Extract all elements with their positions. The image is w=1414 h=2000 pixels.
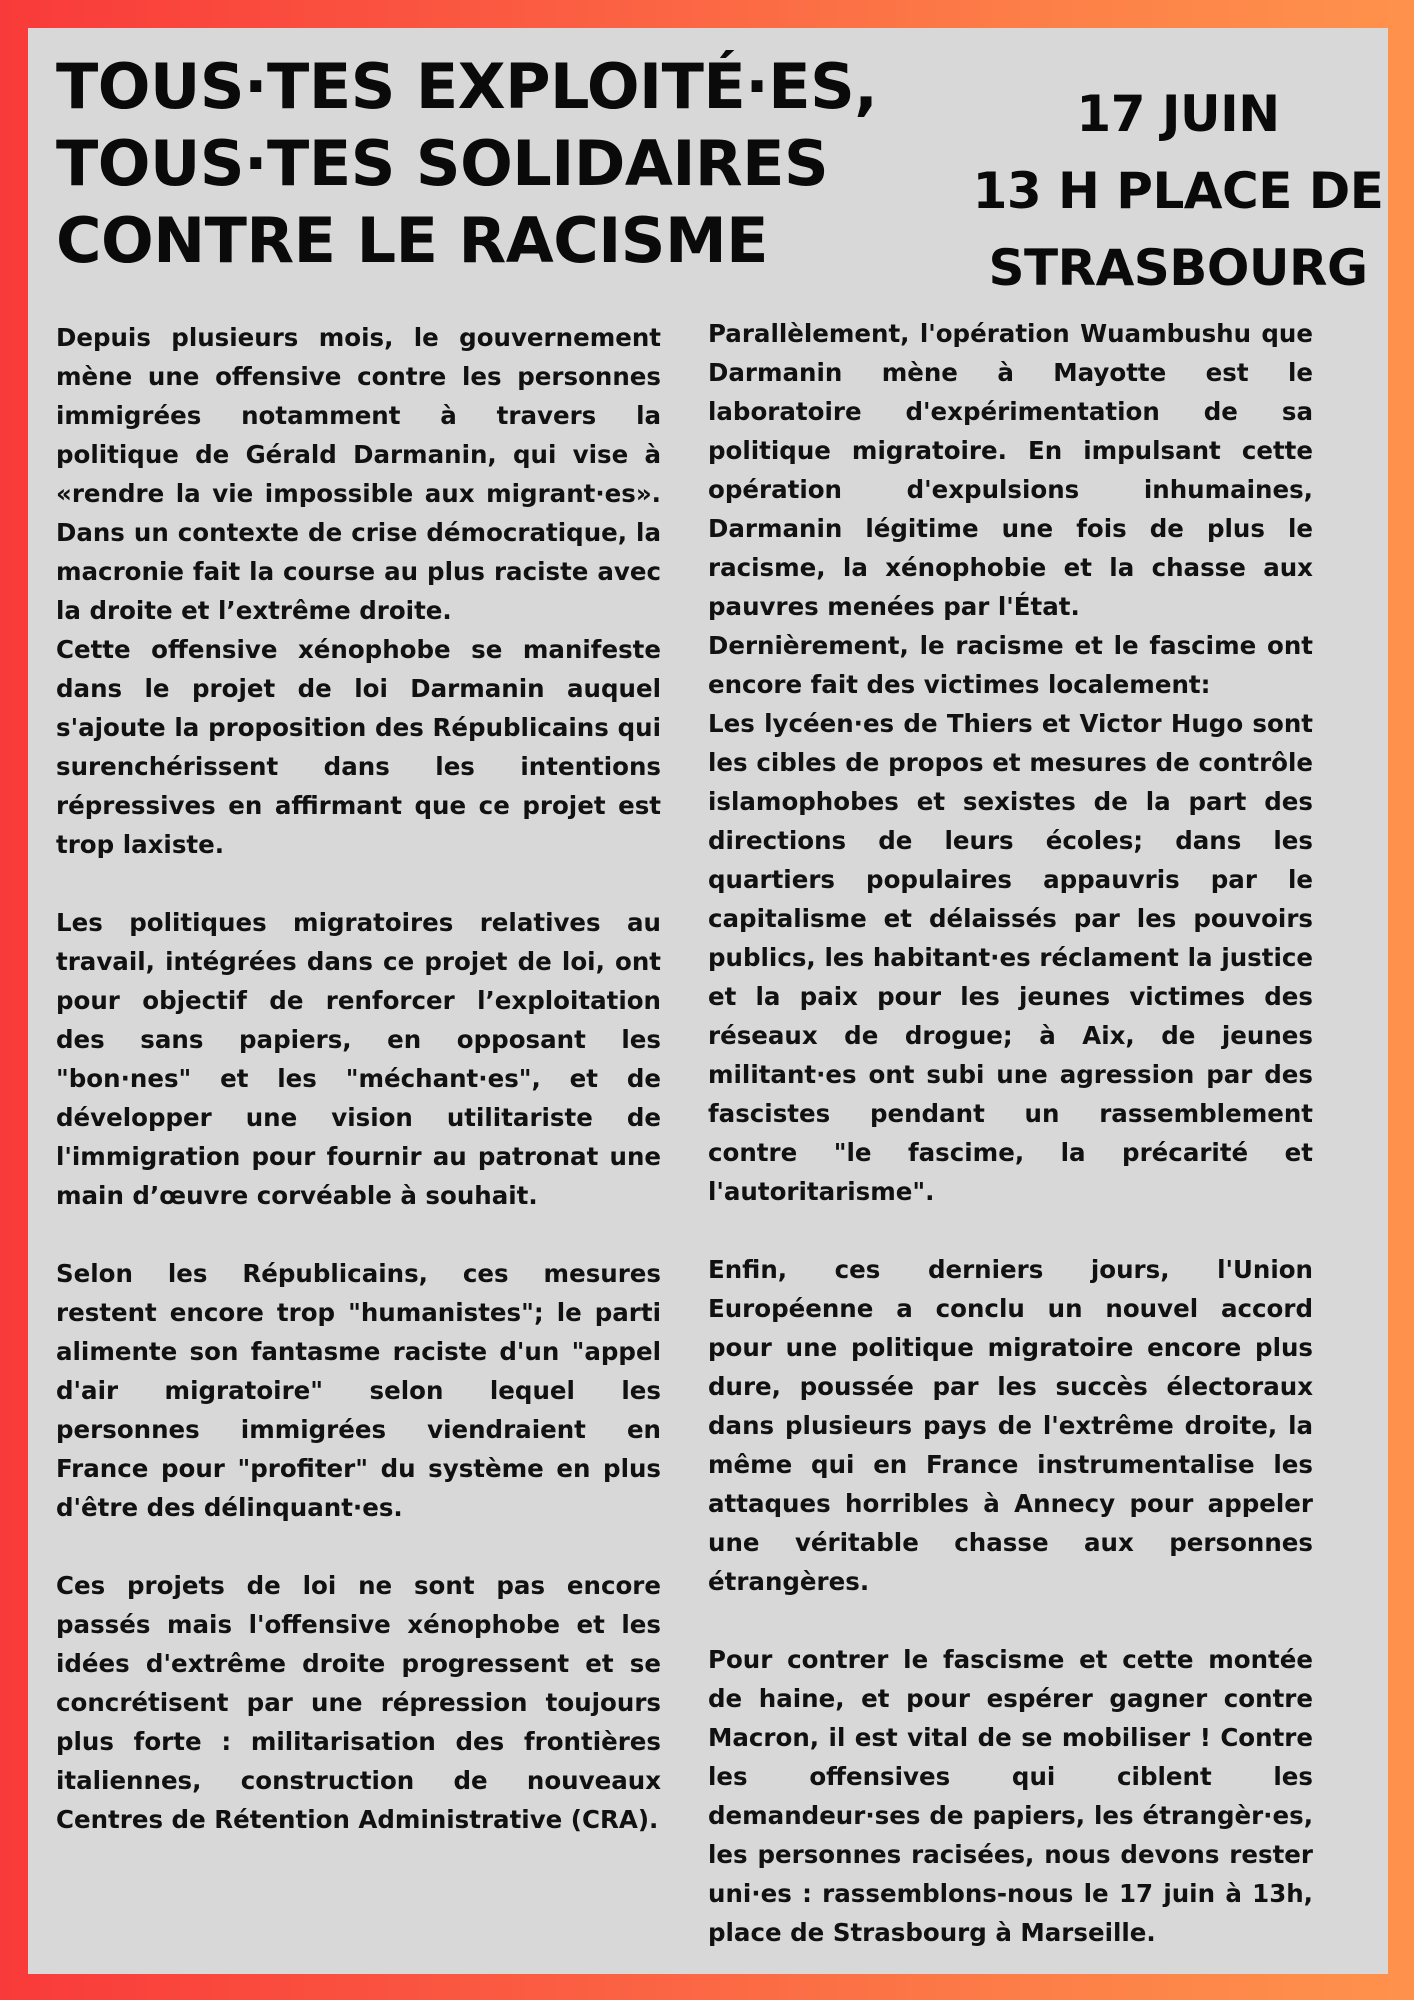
right-paragraph-2: Dernièrement, le racisme et le fascime ont encore fait des victimes localement: — [708, 631, 1313, 699]
right-paragraph-1: Parallèlement, l'opération Wuambushu que Darmanin mène à Mayotte est le laboratoire d'expérimentation de sa politique migratoire. En impulsant cette opération d'expulsions inhumaines, Darmanin légitime une fois de plus le racisme, la xénophobie et la chasse aux pauvres menées par l'État. — [708, 319, 1313, 621]
title-line-3: CONTRE LE RACISME — [56, 204, 769, 277]
left-paragraph-5: Ces projets de loi ne sont pas encore passés mais l'offensive xénophobe et les idées d'extrême droite progressent et se concrétisent par une répression toujours plus forte : militarisation des frontières italiennes, construction de nouveaux Centres de Rétention Administrative (CRA). — [56, 1571, 661, 1834]
left-paragraph-2: Cette offensive xénophobe se manifeste dans le projet de loi Darmanin auquel s'ajoute la proposition des Républicains qui surenchérissent dans les intentions répressives en affirmant que ce projet est trop laxiste. — [56, 635, 661, 859]
title-line-1: TOUS·TES EXPLOITÉ·ES, — [56, 50, 878, 123]
right-paragraph-5: Pour contrer le fascisme et cette montée de haine, et pour espérer gagner contre Macron, il est vital de se mobiliser ! Contre les offensives qui ciblent les demandeur·ses de papiers, les étrangèr·es, les personnes racisées, nous devons rester uni·es : rassemblons-nous le 17 juin à 13h, place de Strasbourg à Marseille. — [708, 1645, 1313, 1947]
title-line-2: TOUS·TES SOLIDAIRES — [56, 127, 829, 200]
event-info — [948, 76, 1408, 307]
poster-title — [56, 48, 996, 279]
left-paragraph-1: Depuis plusieurs mois, le gouvernement mène une offensive contre les personnes immigrées notamment à travers la politique de Gérald Darmanin, qui vise à «rendre la vie impossible aux migrant·es». Dans un contexte de crise démocratique, la macronie fait la course au plus raciste avec la droite et l’extrême droite. — [56, 323, 661, 625]
right-paragraph-4: Enfin, ces derniers jours, l'Union Européenne a conclu un nouvel accord pour une politique migratoire encore plus dure, poussée par les succès électoraux dans plusieurs pays de l'extrême droite, la même qui en France instrumentalise les attaques horribles à Annecy pour appeler une véritable chasse aux personnes étrangères. — [708, 1255, 1313, 1596]
event-place: STRASBOURG — [988, 239, 1368, 297]
right-paragraph-3: Les lycéen·es de Thiers et Victor Hugo sont les cibles de propos et mesures de contrôle islamophobes et sexistes de la part des directions de leurs écoles; dans les quartiers populaires appauvris par le capitalisme et délaissés par les pouvoirs publics, les habitant·es réclament la justice et la paix pour les jeunes victimes des réseaux de drogue; à Aix, de jeunes militant·es ont subi une agression par des fascistes pendant un rassemblement contre "le fascime, la précarité et l'autoritarisme". — [708, 709, 1313, 1206]
event-date: 17 JUIN — [1076, 85, 1280, 143]
poster-panel — [28, 28, 1388, 1974]
event-time-place: 13 H PLACE DE — [972, 162, 1384, 220]
left-paragraph-4: Selon les Républicains, ces mesures restent encore trop "humanistes"; le parti alimente son fantasme raciste d'un "appel d'air migratoire" selon lequel les personnes immigrées viendraient en France pour "profiter" du système en plus d'être des délinquant·es. — [56, 1259, 661, 1522]
right-column — [708, 314, 1313, 1952]
left-paragraph-3: Les politiques migratoires relatives au travail, intégrées dans ce projet de loi, ont pour objectif de renforcer l’exploitation des sans papiers, en opposant les "bon·nes" et les "méchant·es", et de développer une vision utilitariste de l'immigration pour fournir au patronat une main d’œuvre corvéable à souhait. — [56, 908, 661, 1210]
left-column — [56, 318, 661, 1839]
